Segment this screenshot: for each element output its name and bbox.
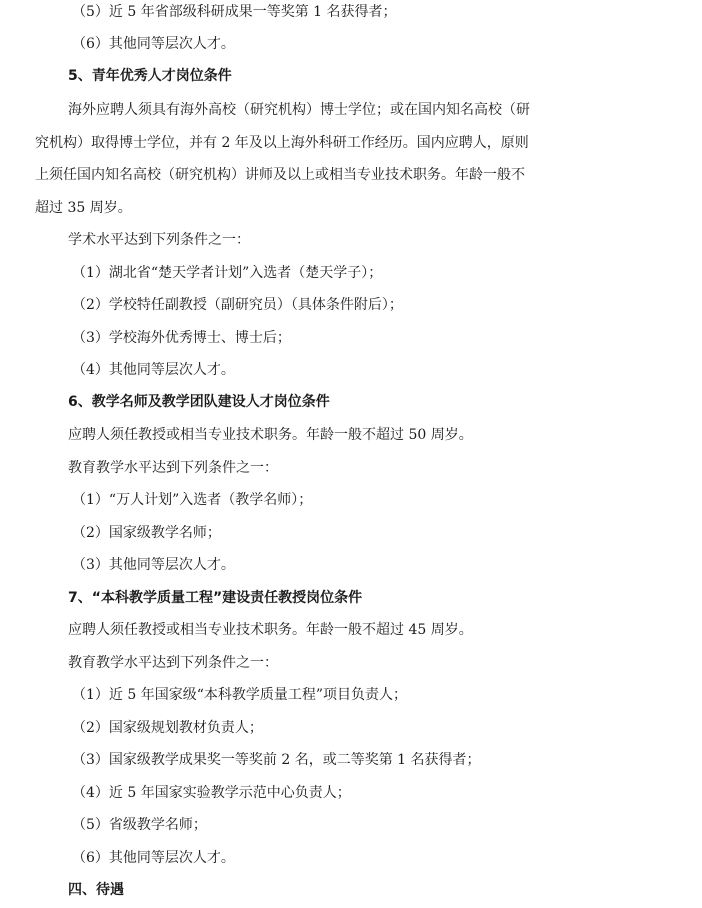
section-heading-5: 5、青年优秀人才岗位条件 [68,68,232,84]
list-item: （3）国家级教学成果奖一等奖前 2 名，或二等奖第 1 名获得者； [72,752,481,768]
list-item: （2）国家级教学名师； [72,525,221,541]
list-item: （3）其他同等层次人才。 [72,557,235,573]
list-item: （1）湖北省“楚天学者计划”入选者（楚天学子）； [72,265,383,281]
list-item: （6）其他同等层次人才。 [72,850,235,866]
list-item: （6）其他同等层次人才。 [72,36,235,52]
section-heading-6: 6、教学名师及教学团队建设人才岗位条件 [68,394,330,410]
list-item: （4）其他同等层次人才。 [72,362,235,378]
section-heading-7: 7、“本科教学质量工程”建设责任教授岗位条件 [68,590,363,606]
list-item: （1）“万人计划”入选者（教学名师）； [72,492,313,508]
paragraph-line: 学术水平达到下列条件之一： [68,232,250,248]
paragraph-line: 应聘人须任教授或相当专业技术职务。年龄一般不超过 50 周岁。 [68,427,473,443]
list-item: （2）国家级规划教材负责人； [72,720,263,736]
paragraph-line: 海外应聘人须具有海外高校（研究机构）博士学位；或在国内知名高校（研 [68,102,530,118]
paragraph-line: 教育教学水平达到下列条件之一： [68,655,278,671]
list-item: （3）学校海外优秀博士、博士后； [72,330,291,346]
section-heading-4: 四、待遇 [68,882,124,898]
list-item: （1）近 5 年国家级“本科教学质量工程”项目负责人； [72,687,408,703]
paragraph-line: 上须任国内知名高校（研究机构）讲师及以上或相当专业技术职务。年龄一般不 [35,167,525,183]
list-item: （5）近 5 年省部级科研成果一等奖第 1 名获得者； [72,4,397,20]
list-item: （2）学校特任副教授（副研究员）（具体条件附后）； [72,297,403,313]
list-item: （5）省级教学名师； [72,817,207,833]
list-item: （4）近 5 年国家实验教学示范中心负责人； [72,785,351,801]
paragraph-line: 超过 35 周岁。 [35,200,132,216]
paragraph-line: 教育教学水平达到下列条件之一： [68,460,278,476]
paragraph-line: 究机构）取得博士学位，并有 2 年及以上海外科研工作经历。国内应聘人，原则 [35,135,529,151]
paragraph-line: 应聘人须任教授或相当专业技术职务。年龄一般不超过 45 周岁。 [68,622,473,638]
